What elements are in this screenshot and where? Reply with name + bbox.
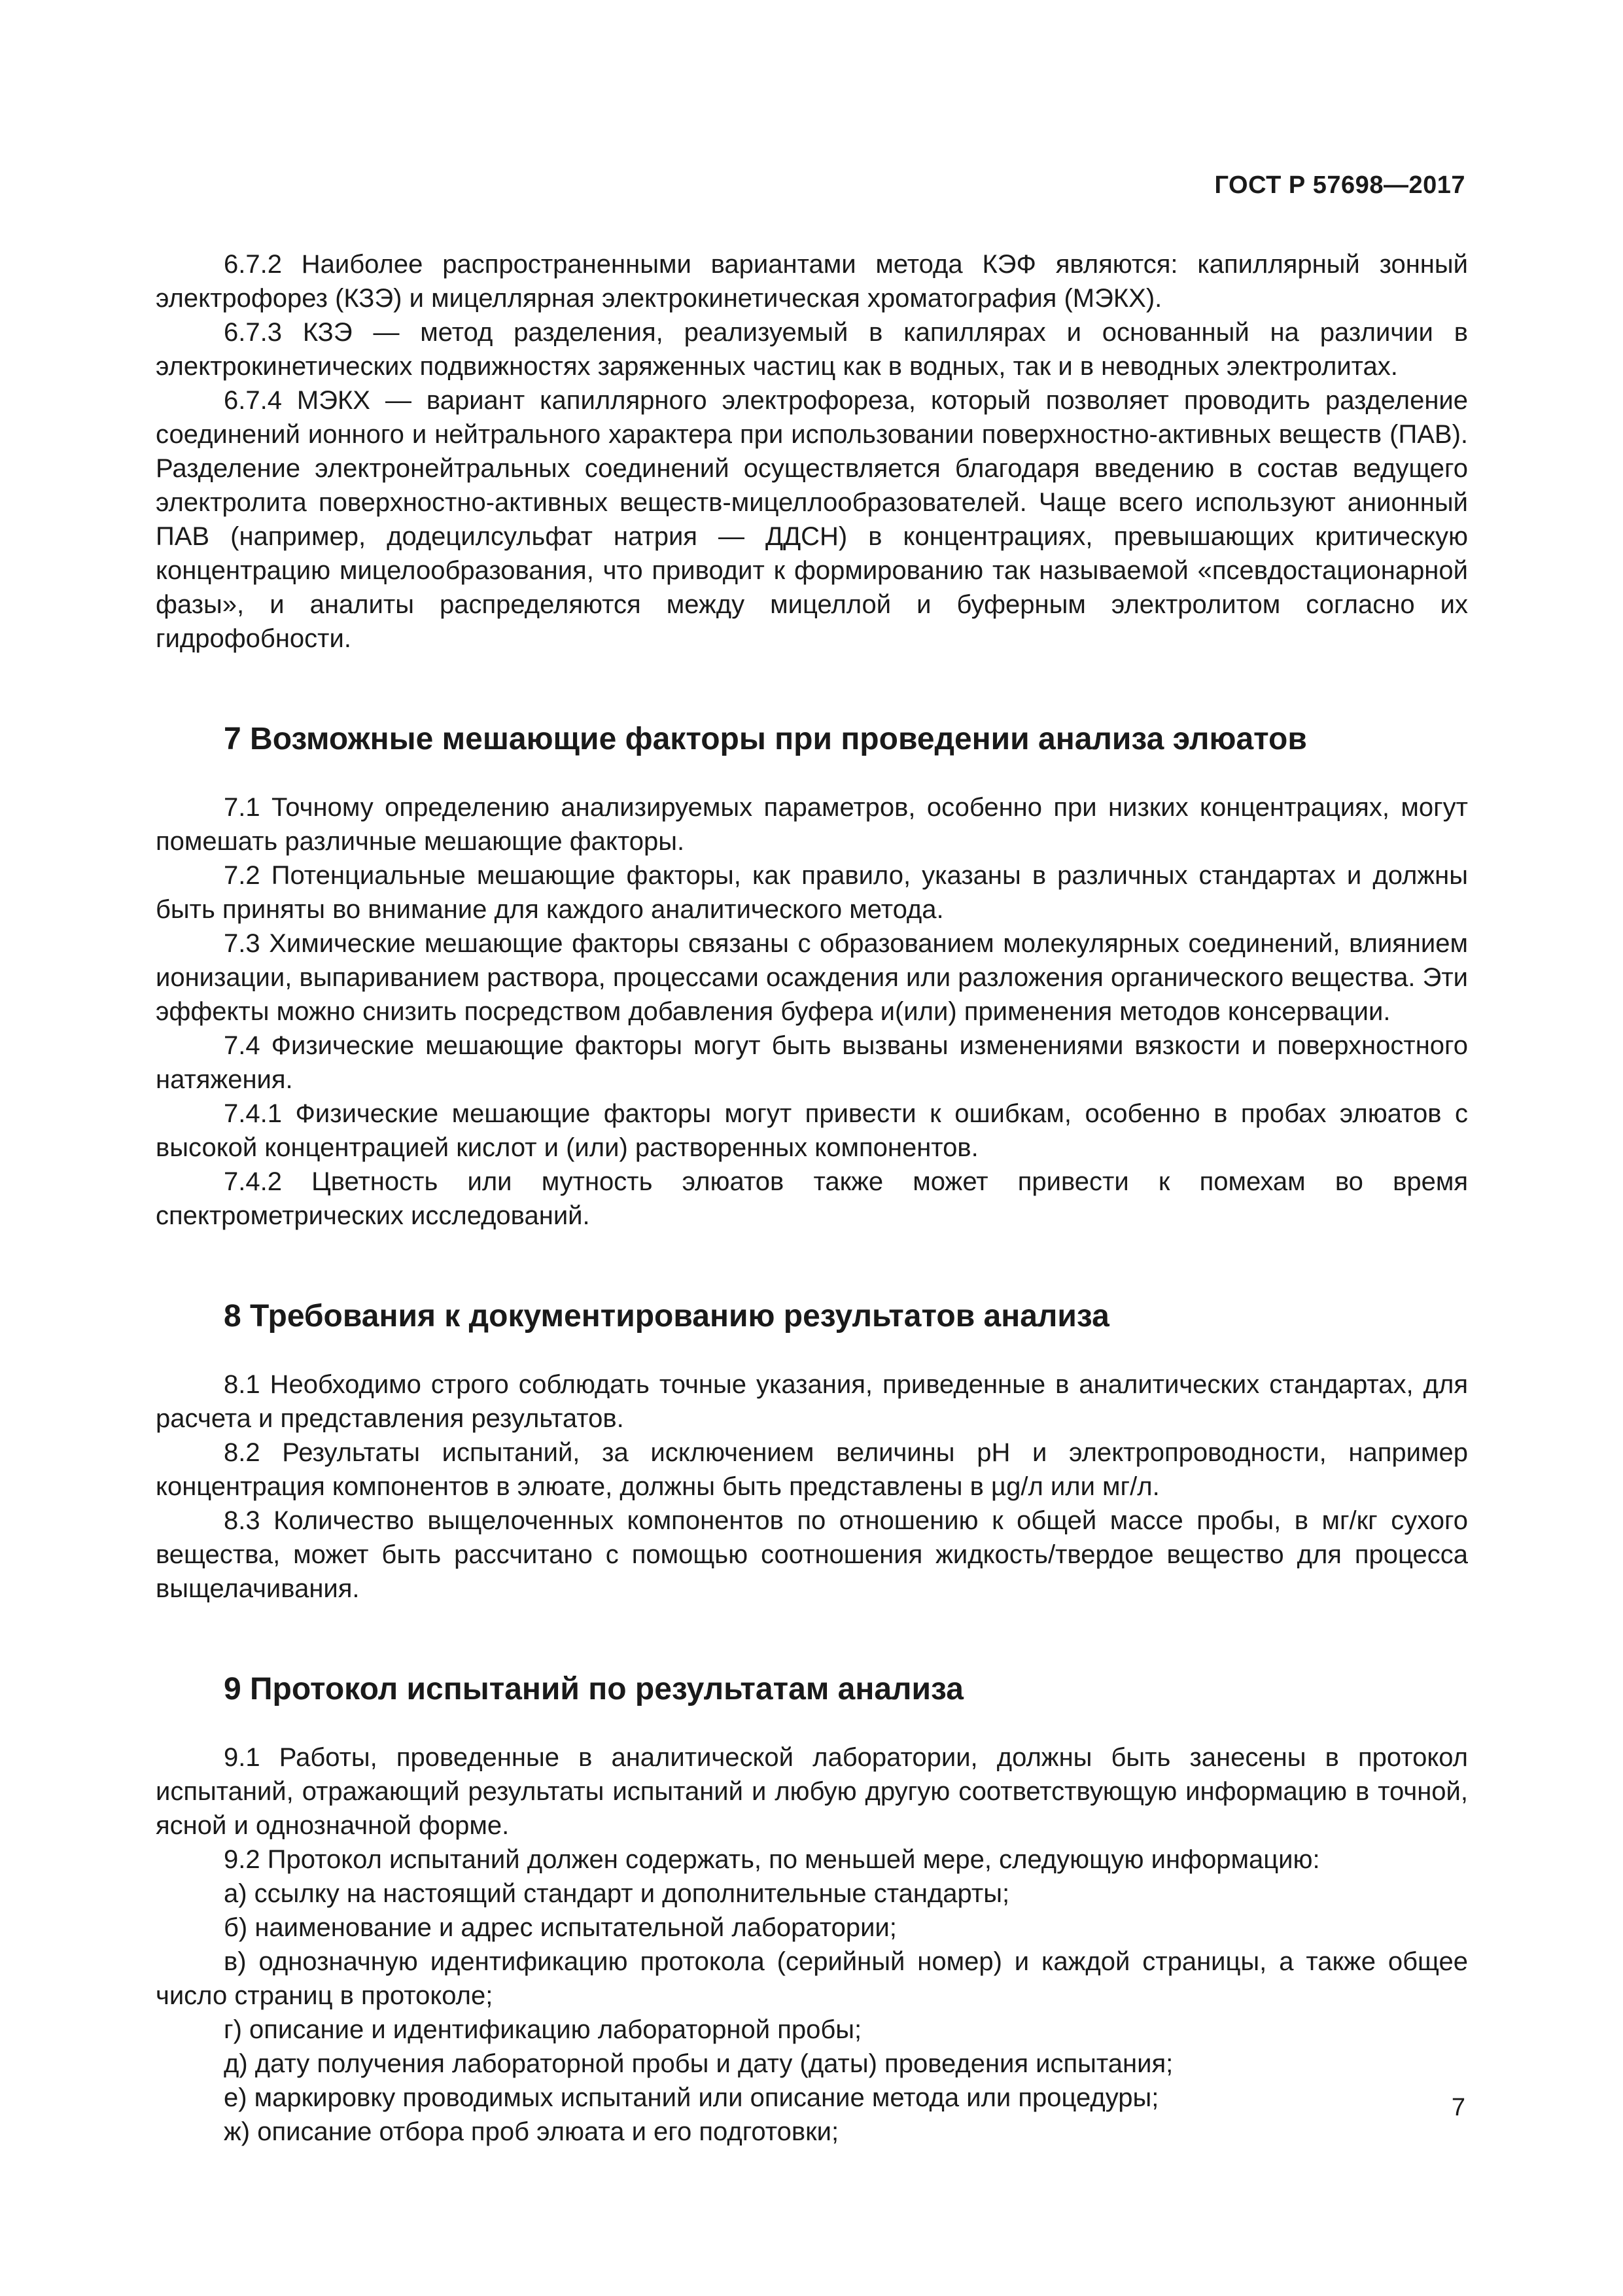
document-code: ГОСТ Р 57698—2017 xyxy=(1214,171,1465,199)
paragraph-7-4: 7.4 Физические мешающие факторы могут быть вызваны изменениями вязкости и поверхностного натяжения. xyxy=(156,1031,1468,1094)
paragraph-6-7-4: 6.7.4 МЭКХ — вариант капиллярного электрофореза, который позволяет проводить разделение соединений ионного и нейтрального характера при использовании поверхностно-активных веществ (ПАВ). Разделение электронейтральных соединений осуществляется благодаря введению в состав ведущего электролита поверхностно-активных веществ-мицеллообразователей. Чаще всего используют анионный ПАВ (например, додецилсульфат натрия — ДДСН) в концентрациях, превышающих критическую концентрацию мицелообразования, что приводит к формированию так называемой «псевдостационарной фазы», и аналиты распределяются между мицеллой и буферным электролитом согласно их гидрофобности. xyxy=(156,386,1468,653)
paragraph-8-3: 8.3 Количество выщелоченных компонентов по отношению к общей массе пробы, в мг/кг сухого вещества, может быть рассчитано с помощью соотношения жидкость/твердое вещество для процесса выщелачивания. xyxy=(156,1506,1468,1603)
paragraph-9-2: 9.2 Протокол испытаний должен содержать, по меньшей мере, следующую информацию: xyxy=(224,1845,1320,1874)
paragraph-9-1: 9.1 Работы, проведенные в аналитической лаборатории, должны быть занесены в протокол испытаний, отражающий результаты испытаний и любую другую соответствующую информацию в точной, ясной и однозначной форме. xyxy=(156,1743,1468,1840)
paragraph-7-3: 7.3 Химические мешающие факторы связаны с образованием молекулярных соединений, влиянием ионизации, выпариванием раствора, процессами осаждения или разложения органического вещества. Эти эффекты можно снизить посредством добавления буфера и(или) применения методов консервации. xyxy=(156,929,1468,1026)
list-item-e: е) маркировку проводимых испытаний или описание метода или процедуры; xyxy=(224,2083,1159,2112)
paragraph-7-1: 7.1 Точному определению анализируемых параметров, особенно при низких концентрациях, могут помешать различные мешающие факторы. xyxy=(156,793,1468,856)
paragraph-6-7-3: 6.7.3 КЗЭ — метод разделения, реализуемый в капиллярах и основанный на различии в электрокинетических подвижностях заряженных частиц как в водных, так и в неводных электролитах. xyxy=(156,318,1468,381)
paragraph-8-1: 8.1 Необходимо строго соблюдать точные указания, приведенные в аналитических стандартах, для расчета и представления результатов. xyxy=(156,1370,1468,1433)
page-number: 7 xyxy=(1451,2094,1465,2121)
paragraph-8-2: 8.2 Результаты испытаний, за исключением величины pH и электропроводности, например концентрация компонентов в элюате, должны быть представлены в µg/л или мг/л. xyxy=(156,1438,1468,1501)
list-item-b: б) наименование и адрес испытательной лаборатории; xyxy=(224,1913,897,1942)
section-8-heading: 8 Требования к документированию результатов анализа xyxy=(224,1299,1109,1333)
paragraph-7-4-1: 7.4.1 Физические мешающие факторы могут привести к ошибкам, особенно в пробах элюатов с высокой концентрацией кислот и (или) растворенных компонентов. xyxy=(156,1099,1468,1162)
paragraph-7-4-2: 7.4.2 Цветность или мутность элюатов также может привести к помехам во время спектрометрических исследований. xyxy=(156,1167,1468,1230)
list-item-zh: ж) описание отбора проб элюата и его подготовки; xyxy=(224,2117,839,2146)
section-9-heading: 9 Протокол испытаний по результатам анализа xyxy=(224,1672,964,1706)
document-body xyxy=(156,247,1468,2149)
list-item-g: г) описание и идентификацию лабораторной пробы; xyxy=(224,2015,862,2044)
list-item-a: а) ссылку на настоящий стандарт и дополнительные стандарты; xyxy=(224,1879,1010,1908)
paragraph-6-7-2: 6.7.2 Наиболее распространенными вариантами метода КЭФ являются: капиллярный зонный электрофорез (КЗЭ) и мицеллярная электрокинетическая хроматография (МЭКХ). xyxy=(156,250,1468,313)
list-item-v: в) однозначную идентификацию протокола (серийный номер) и каждой страницы, а также общее число страниц в протоколе; xyxy=(156,1947,1468,2010)
paragraph-7-2: 7.2 Потенциальные мешающие факторы, как правило, указаны в различных стандартах и должны быть приняты во внимание для каждого аналитического метода. xyxy=(156,861,1468,924)
list-item-d: д) дату получения лабораторной пробы и дату (даты) проведения испытания; xyxy=(224,2049,1174,2078)
section-7-heading: 7 Возможные мешающие факторы при проведении анализа элюатов xyxy=(224,722,1307,756)
